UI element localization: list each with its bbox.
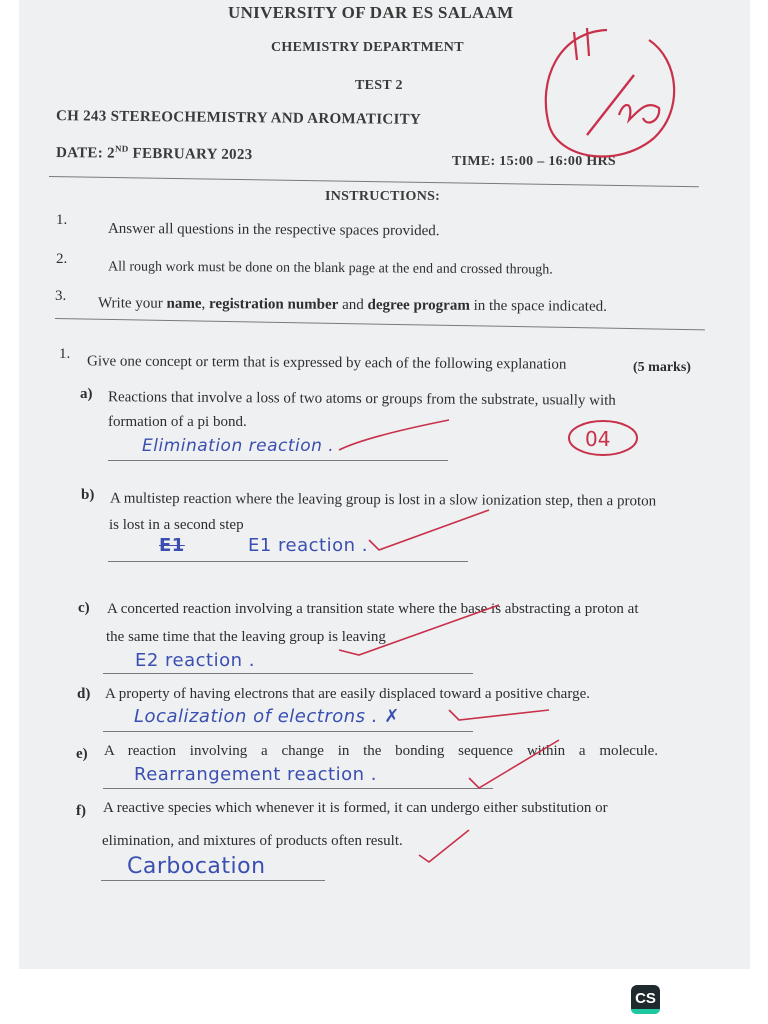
answer-line <box>101 880 325 881</box>
part-text: is lost in a second step <box>109 517 244 533</box>
instructions-divider <box>55 318 705 330</box>
part-text: elimination, and mixtures of products often result. <box>102 833 403 849</box>
part-label: e) <box>76 746 88 762</box>
part-text: A property of having electrons that are easily displaced toward a positive charge. <box>105 686 590 702</box>
part-text: A reaction involving a change in the bonding sequence within a molecule. <box>104 743 659 759</box>
header-divider <box>49 176 699 187</box>
answer-a: Elimination reaction . <box>142 436 335 456</box>
instruction-text: Answer all questions in the respective spaces provided. <box>107 220 440 240</box>
answer-e: Rearrangement reaction . <box>134 764 377 785</box>
tick-marks <box>319 410 619 870</box>
part-label: d) <box>77 686 91 702</box>
instruction-number: 1. <box>56 212 68 228</box>
exam-time: TIME: 15:00 – 16:00 HRS <box>452 154 617 169</box>
answer-f: Carbocation <box>127 854 266 879</box>
part-label: c) <box>78 600 90 616</box>
camscanner-badge: CS <box>631 985 660 1014</box>
university-name: UNIVERSITY OF DAR ES SALAAM <box>228 3 514 22</box>
answer-d: Localization of electrons . ✗ <box>134 706 400 727</box>
part-text: A reactive species which whenever it is formed, it can undergo either substitution or <box>103 800 608 816</box>
answer-scribble: E1 <box>159 535 185 556</box>
exam-paper <box>19 0 750 969</box>
part-text: A multistep reaction where the leaving group is lost in a slow ionization step, then a proton <box>109 490 657 510</box>
part-text: formation of a pi bond. <box>108 414 247 430</box>
instruction-text: All rough work must be done on the blank page at the end and crossed through. <box>107 259 553 278</box>
question-number: 1. <box>59 346 71 362</box>
question-text: Give one concept or term that is expressed by each of the following explanation <box>86 353 567 373</box>
instruction-number: 2. <box>56 251 68 267</box>
answer-b: E1 reaction . <box>248 535 368 556</box>
part-text: A concerted reaction involving a transition state where the base is abstracting a proton at <box>107 601 639 617</box>
department-name: CHEMISTRY DEPARTMENT <box>271 40 464 55</box>
exam-date: DATE: 2ND FEBRUARY 2023 <box>55 143 253 164</box>
part-text: Reactions that involve a loss of two atoms or groups from the substrate, usually with <box>107 389 616 409</box>
part-text: the same time that the leaving group is leaving <box>106 629 386 645</box>
course-title: CH 243 STEREOCHEMISTRY AND AROMATICITY <box>55 108 422 128</box>
part-label: f) <box>76 803 86 819</box>
part-label: b) <box>81 487 95 503</box>
answer-c: E2 reaction . <box>135 650 255 671</box>
instructions-title: INSTRUCTIONS: <box>325 189 441 204</box>
grade-circle <box>529 20 689 170</box>
question-marks: (5 marks) <box>633 360 691 375</box>
test-title: TEST 2 <box>355 78 403 93</box>
part-label: a) <box>80 386 93 402</box>
q1-score: 04 <box>585 427 611 451</box>
instruction-number: 3. <box>55 288 67 304</box>
instruction-text: Write your name, registration number and degree program in the space indicated. <box>97 295 607 315</box>
